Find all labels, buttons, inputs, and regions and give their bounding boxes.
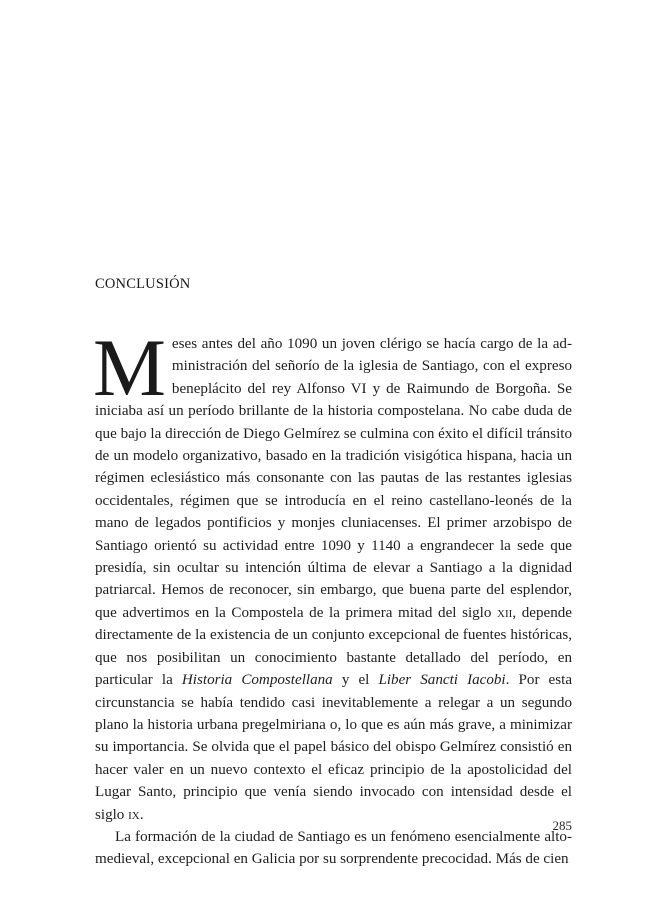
drop-cap: M bbox=[93, 322, 166, 413]
text-segment: . Por esta circunstancia se había tendido casi inevitablemente a relegar a un segundo plano la historia urbana pregelmiriana o, lo que es aún más grave, a minimizar su importancia. Se olvida que el papel básico del obispo Gelmírez consistió en hacer valer en un nuevo contexto el eficaz principio de la apostolicidad del Lugar Santo, principio que venía siendo invocado con intensidad desde el siglo bbox=[95, 672, 573, 823]
book-title-italic: Historia Compostellana bbox=[181, 672, 333, 689]
roman-numeral-century: ix bbox=[128, 806, 140, 823]
text-segment: . bbox=[139, 806, 144, 823]
text-segment: y el bbox=[332, 672, 379, 689]
paragraph-2 bbox=[95, 826, 572, 871]
text-segment: eses antes del año 1090 un joven clérigo se hacía cargo de la administración del señorío de la iglesia de Santiago, con el expreso beneplácito del rey Alfonso VI y de Raimundo de Borgoña. Se iniciaba así un período brillante de la historia compostelana. No cabe duda de que bajo la dirección de Diego Gelmírez se culmina con éxito el difícil tránsito de un modelo organizativo, basado en la tradición visigótica hispana, hacia un régimen eclesiástico más consonante con las pautas de las restantes iglesias occidentales, régimen que se introducía en el reino castellano-leonés de la mano de legados pontificios y monjes cluniacenses. El primer arzobispo de Santiago orientó su actividad entre 1090 y 1140 a engrandecer la sede que presidía, sin ocultar su intención última de elevar a Santiago a la dignidad patriarcal. Hemos de reconocer, sin embargo, que buena parte del esplendor, que advertimos en la Compostela de la primera mitad del siglo bbox=[95, 336, 572, 621]
book-title-italic: Liber Sancti Iacobi bbox=[378, 672, 506, 689]
roman-numeral-century: xii bbox=[497, 604, 513, 621]
text-segment: , depende directamente de la existencia de un conjunto excepcional de fuentes históricas, que nos posibilitan un conocimiento bastante detallado del período, en particular la bbox=[95, 604, 572, 689]
paragraph-1 bbox=[93, 322, 573, 826]
body-text bbox=[93, 322, 573, 871]
chapter-heading: CONCLUSIÓN bbox=[95, 276, 191, 292]
text-segment: La formación de la ciudad de Santiago es un fenómeno esencialmente altomedieval, excepcional en Galicia por su sorprendente precocidad. Más de cien bbox=[95, 828, 572, 868]
page-number: 285 bbox=[552, 818, 572, 833]
